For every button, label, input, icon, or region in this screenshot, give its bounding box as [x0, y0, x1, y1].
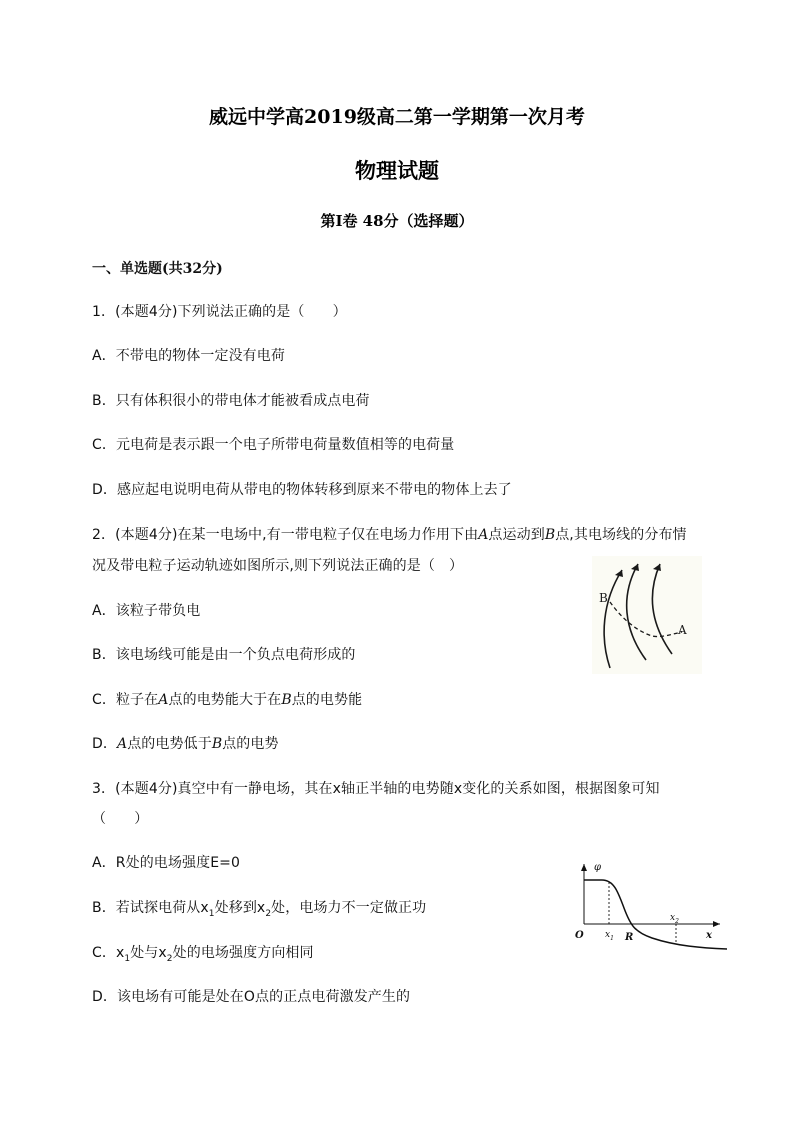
- q3-stem-line1: 3．(本题4分)真空中有一静电场，其在x轴正半轴的电势随x变化的关系如图，根据图象可知: [92, 781, 660, 797]
- q2-field-line-figure: [592, 556, 702, 674]
- q3-option-b: B．若试探电荷从$x_1$处移到$x_2$处，电场力不一定做正功: [92, 900, 427, 919]
- q2-option-a: A．该粒子带负电: [92, 603, 201, 619]
- q2-option-d: D．A点的电势低于B点的电势: [92, 736, 279, 752]
- q1-stem: 1．(本题4分)下列说法正确的是（ ）: [92, 304, 347, 320]
- exam-subject-title: 物理试题: [355, 158, 439, 183]
- q2-stem-line2: 况及带电粒子运动轨迹如图所示,则下列说法正确的是（ ）: [92, 558, 464, 574]
- figure-background: [592, 556, 702, 674]
- q1-option-d: D．感应起电说明电荷从带电的物体转移到原来不带电的物体上去了: [92, 482, 512, 498]
- q2-option-b: B．该电场线可能是由一个负点电荷形成的: [92, 647, 356, 663]
- q2-stem-line1: 2．(本题4分)在某一电场中,有一带电粒子仅在电场力作用下由A点运动到B点,其电场线的分布情: [92, 527, 687, 543]
- phi-label: φ: [594, 862, 602, 873]
- x1-label: $x_1$: [605, 930, 614, 942]
- q3-stem-line2: （ ）: [92, 811, 149, 827]
- q1-option-b: B．只有体积很小的带电体才能被看成点电荷: [92, 393, 370, 409]
- q3-potential-graph: [572, 858, 732, 950]
- x2-label: $x_2$: [670, 913, 679, 925]
- q1-option-a: A．不带电的物体一定没有电荷: [92, 348, 285, 364]
- q2-option-c: C．粒子在A点的电势能大于在B点的电势能: [92, 692, 363, 708]
- origin-label: O: [575, 930, 584, 941]
- point-b-label: B: [599, 591, 608, 605]
- q3-option-a: A．R处的电场强度E=0: [92, 855, 240, 871]
- x-axis-arrow: [713, 921, 720, 927]
- q3-option-d: D．该电场有可能是处在O点的正点电荷激发产生的: [92, 989, 411, 1005]
- r-label: R: [625, 932, 634, 943]
- graph-axes: [584, 864, 720, 924]
- x-axis-label: x: [706, 930, 712, 941]
- point-a-label: A: [678, 623, 687, 637]
- phi-axis-arrow: [581, 864, 587, 871]
- exam-volume-title: 第Ⅰ卷 48分（选择题）: [320, 212, 474, 230]
- q3-option-c: C．$x_1$处与$x_2$处的电场强度方向相同: [92, 945, 314, 964]
- exam-school-title: 威远中学高2019级高二第一学期第一次月考: [209, 106, 585, 128]
- section-heading: 一、单选题(共32分): [92, 261, 223, 277]
- q1-option-c: C．元电荷是表示跟一个电子所带电荷量数值相等的电荷量: [92, 437, 455, 453]
